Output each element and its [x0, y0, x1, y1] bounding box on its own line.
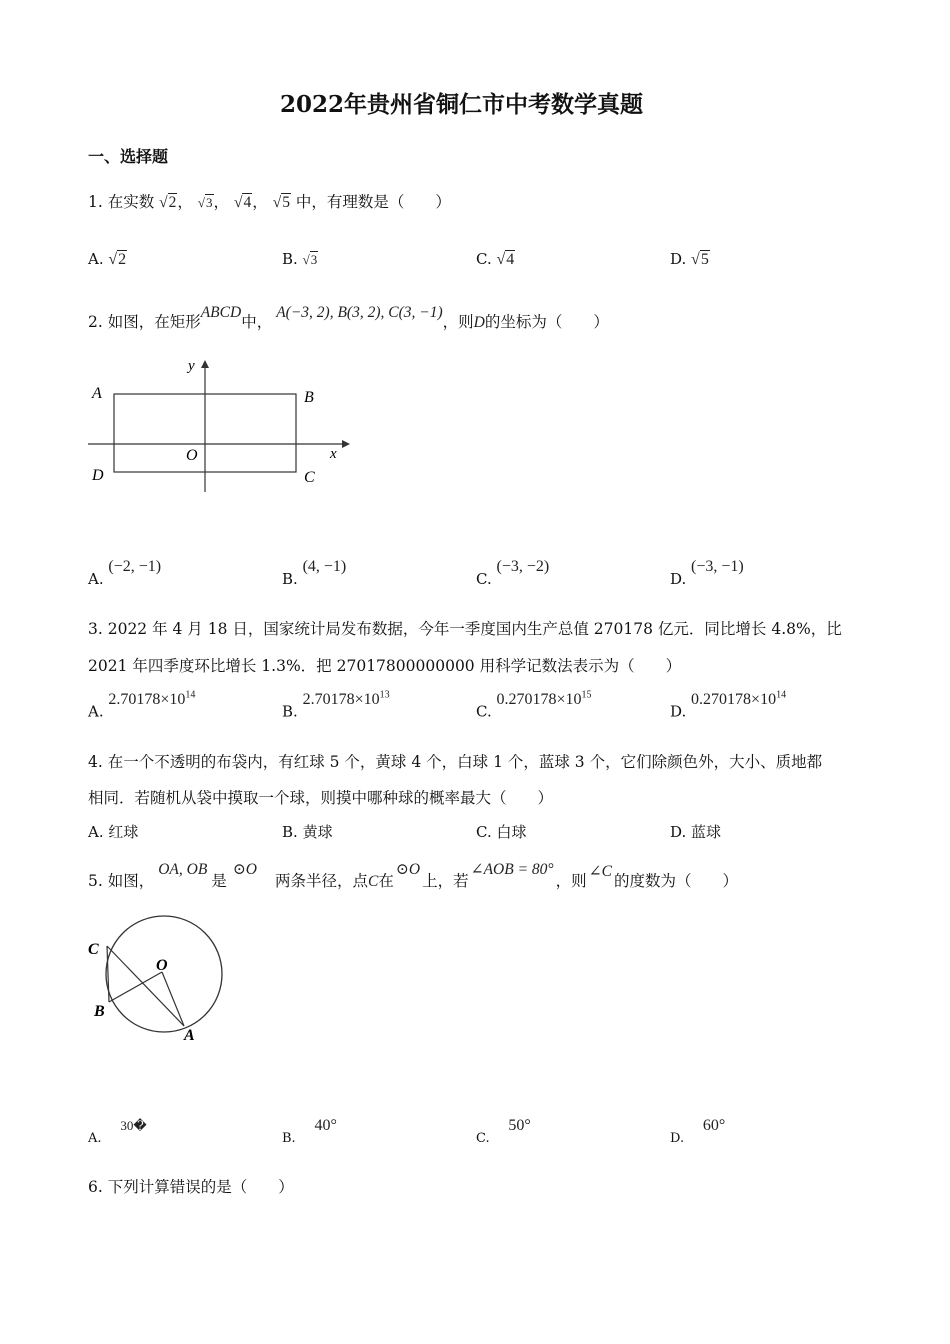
q2-option-d[interactable] [670, 558, 744, 589]
option-letter: C. [476, 823, 492, 841]
q1-suffix: 中，有理数是（ ） [295, 193, 451, 211]
q2-shape: ABCD [200, 304, 242, 321]
q1-sqrt-2: √2 [159, 194, 177, 211]
segment-cb [107, 946, 109, 1002]
option-letter: B. [282, 570, 298, 588]
q1-prefix: 1. 在实数 [88, 193, 155, 211]
segment-ob [109, 972, 162, 1002]
q3-option-b[interactable] [282, 690, 390, 721]
option-value: 蓝球 [691, 823, 722, 841]
option-letter: A. [88, 570, 104, 588]
q5-option-a[interactable] [88, 1118, 147, 1146]
option-value: 40° [314, 1117, 337, 1134]
q4-option-d[interactable] [670, 821, 721, 842]
label-c: C [304, 469, 315, 486]
option-value: (−2, −1) [108, 558, 162, 575]
q5-t2: 两条半径，点 [275, 872, 369, 890]
label-b: B [304, 389, 314, 406]
q5-t3: 在 [378, 872, 394, 890]
option-value: $2.70178\times 10^{14}$ [108, 690, 196, 709]
label-a: A [184, 1027, 195, 1044]
q1-option-c[interactable] [476, 250, 515, 269]
q2-option-a[interactable] [88, 558, 162, 589]
option-value: 60° [702, 1117, 726, 1134]
option-letter: D. [670, 823, 687, 841]
q1-option-b[interactable] [282, 250, 318, 268]
q1-option-a[interactable] [88, 250, 127, 269]
option-letter: A. [88, 250, 104, 268]
option-letter: B. [282, 823, 298, 841]
y-axis-arrow [201, 360, 209, 368]
label-o: O [186, 447, 198, 464]
q4-option-a[interactable] [88, 821, 138, 842]
q2-option-b[interactable] [282, 558, 347, 589]
q2-option-c[interactable] [476, 558, 550, 589]
option-value: √5 [691, 251, 709, 268]
q5-t5: ，则 [555, 872, 587, 890]
question-6: 6. 下列计算错误的是（ ） [88, 1178, 294, 1196]
q3-option-a[interactable] [88, 690, 196, 721]
q5-option-d[interactable] [670, 1117, 726, 1147]
q5-angle-asked: ∠C [588, 863, 612, 880]
q2-figure [80, 350, 360, 500]
question-1 [88, 190, 451, 212]
q1-sqrt-3: √3 [197, 195, 213, 210]
q1-sep: ， [177, 193, 193, 211]
option-letter: A. [88, 1131, 102, 1146]
page-title: 2022年贵州省铜仁市中考数学真题 [280, 91, 644, 118]
option-letter: A. [88, 702, 104, 721]
question-3-line-1: 3. 2022 年 4 月 18 日，国家统计局发布数据，今年一季度国内生产总值 270178 亿元．同比增长 4.8%，比 [88, 620, 842, 638]
label-o: O [156, 957, 168, 974]
q5-circle-2: ⊙O [395, 861, 421, 878]
q1-sep: ， [252, 193, 268, 211]
option-value: 30� [120, 1118, 147, 1133]
q1-option-d[interactable] [670, 250, 710, 269]
label-d: D [92, 467, 104, 484]
q5-option-c[interactable] [476, 1117, 531, 1147]
option-letter: A. [88, 823, 104, 841]
option-letter: D. [670, 702, 687, 721]
q5-option-b[interactable] [282, 1117, 337, 1147]
x-axis-arrow [342, 440, 350, 448]
q5-t1: 是 [211, 872, 227, 890]
circle-o [106, 916, 222, 1032]
question-2 [88, 304, 609, 332]
option-value: √3 [302, 252, 318, 267]
option-value: 白球 [496, 823, 527, 841]
q5-t6: 的度数为（ ） [613, 872, 738, 890]
q5-angle-given: ∠AOB = 80° [470, 861, 554, 878]
question-4-line-1: 4. 在一个不透明的布袋内，有红球 5 个，黄球 4 个，白球 1 个，蓝球 3 个，它们除颜色外，大小、质地都 [88, 753, 823, 771]
label-b: B [94, 1003, 105, 1020]
option-value: $2.70178\times 10^{13}$ [302, 690, 390, 709]
option-value: 黄球 [302, 823, 333, 841]
option-value: 50° [508, 1117, 531, 1134]
q1-sqrt-5: √5 [272, 194, 290, 211]
option-letter: B. [282, 1131, 296, 1146]
label-y: y [188, 358, 195, 374]
q5-point-c: C [368, 873, 379, 890]
segment-ca [107, 946, 184, 1026]
section-heading: 一、选择题 [88, 147, 169, 166]
q5-t4: 上，若 [422, 872, 469, 890]
q2-suffix-a: ，则 [442, 313, 474, 331]
option-letter: C. [476, 570, 492, 588]
label-a: A [92, 385, 102, 402]
q2-var-d: D [473, 314, 485, 331]
q1-sqrt-4: √4 [233, 194, 252, 211]
option-value: $0.270178\times 10^{15}$ [496, 690, 592, 709]
q5-prefix: 5. 如图， [88, 872, 155, 890]
q3-option-d[interactable] [670, 690, 787, 721]
q4-option-b[interactable] [282, 821, 333, 842]
q2-points: A(−3, 2), B(3, 2), C(3, −1) [276, 304, 443, 321]
option-letter: D. [670, 1131, 685, 1146]
label-x: x [330, 446, 337, 462]
q5-radii: OA, OB [158, 861, 208, 878]
q3-option-c[interactable] [476, 690, 592, 721]
option-letter: C. [476, 702, 492, 721]
q5-circle-1: ⊙O [232, 861, 257, 878]
q2-mid: 中， [241, 313, 273, 331]
option-letter: B. [282, 702, 298, 721]
option-letter: C. [476, 1131, 490, 1146]
option-value: (−3, −2) [496, 558, 550, 575]
option-value: √2 [108, 251, 127, 268]
q2-prefix: 2. 如图，在矩形 [88, 313, 201, 331]
q4-option-c[interactable] [476, 821, 527, 842]
option-value: $0.270178\times 10^{14}$ [691, 690, 787, 709]
label-c: C [88, 941, 99, 958]
q2-suffix-b: 的坐标为（ ） [484, 313, 609, 331]
question-3-line-2: 2021 年四季度环比增长 1.3%．把 27017800000000 用科学记数法表示为（ ） [88, 657, 682, 675]
option-letter: D. [670, 570, 687, 588]
option-letter: C. [476, 250, 492, 268]
q5-figure [80, 900, 240, 1050]
option-value: 红球 [108, 823, 139, 841]
segment-oa [162, 972, 184, 1026]
q1-sep: ， [213, 193, 230, 211]
option-value: √4 [496, 251, 515, 268]
option-letter: D. [670, 250, 687, 268]
option-value: (4, −1) [302, 558, 347, 575]
question-5 [88, 861, 738, 891]
option-value: (−3, −1) [691, 558, 744, 575]
option-letter: B. [282, 250, 298, 268]
question-4-line-2: 相同．若随机从袋中摸取一个球，则摸中哪种球的概率最大（ ） [88, 789, 554, 807]
